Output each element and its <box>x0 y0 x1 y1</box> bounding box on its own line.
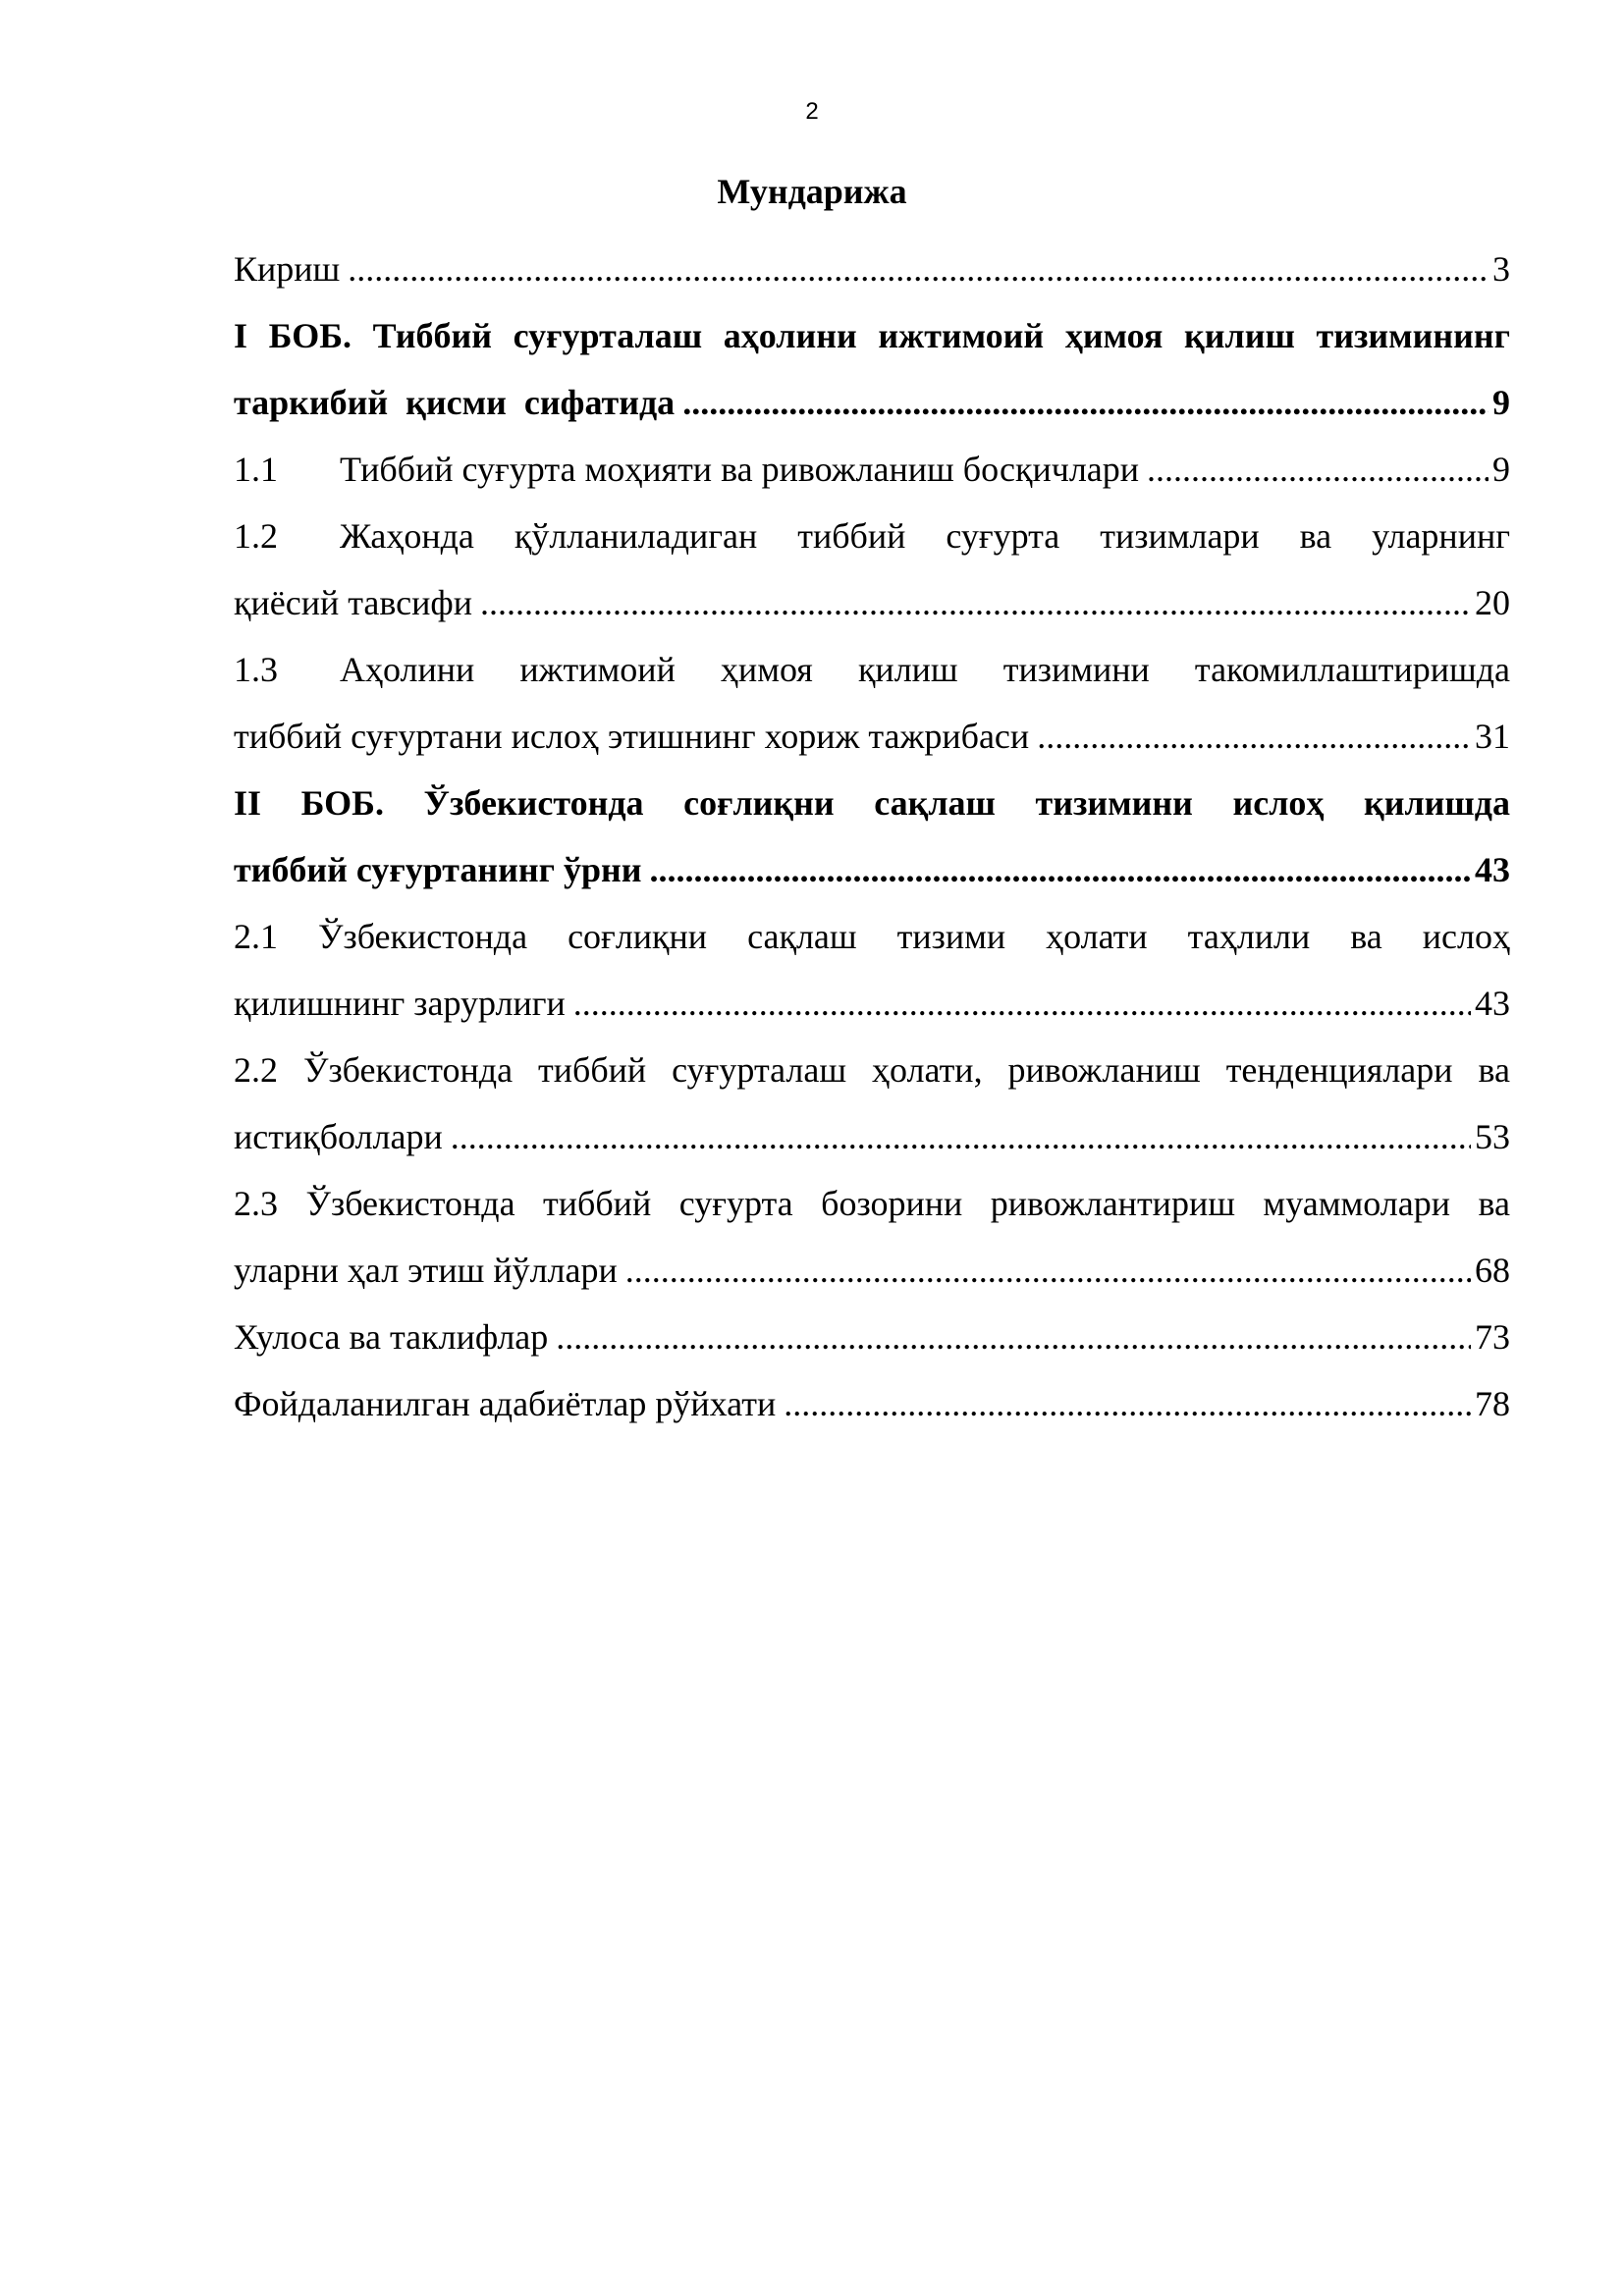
toc-entry-page: 31 <box>1475 717 1510 756</box>
toc-entry-page: 43 <box>1475 850 1510 889</box>
toc-entry-page: 68 <box>1475 1251 1510 1290</box>
toc-entry-title: қиёсий тавсифи <box>234 583 473 622</box>
toc-entry-page: 43 <box>1475 984 1510 1023</box>
toc-entry-title: уларни ҳал этиш йўллари <box>234 1251 618 1290</box>
toc-entry-number: 1.3 <box>234 650 278 689</box>
table-of-contents <box>234 236 1510 1437</box>
toc-entry-title: Жаҳонда қўлланиладиган тиббий суғурта тизимлари ва уларнинг <box>340 516 1510 556</box>
toc-entry-page: 9 <box>1492 383 1510 422</box>
toc-entry-page: 20 <box>1475 583 1510 622</box>
toc-entry-title: истиқболлари <box>234 1117 443 1156</box>
dot-leader <box>1029 703 1471 770</box>
toc-entry-title: тиббий суғуртанинг ўрни <box>234 850 642 889</box>
toc-entry-title: Аҳолини ижтимоий ҳимоя қилиш тизимини такомиллаштиришда <box>340 650 1510 689</box>
toc-title: Мундарижа <box>717 172 907 211</box>
toc-entry-page: 3 <box>1492 249 1510 289</box>
toc-chapter-1-title-line[interactable]: I БОБ. Тиббий суғурталаш аҳолини ижтимоий ҳимоя қилиш тизимининг <box>234 316 1510 355</box>
toc-entry-1-2-end[interactable] <box>234 569 1510 636</box>
toc-entry-references[interactable] <box>234 1370 1510 1437</box>
toc-entry-page: 9 <box>1492 450 1510 489</box>
toc-entry-title: Хулоса ва таклифлар <box>234 1317 549 1357</box>
dot-leader <box>472 569 1471 636</box>
dot-leader <box>642 836 1471 903</box>
toc-entry-page: 78 <box>1475 1384 1510 1423</box>
toc-entry-2-2-line[interactable]: 2.2 Ўзбекистонда тиббий суғурталаш ҳолати, ривожланиш тенденциялари ва <box>234 1050 1510 1090</box>
toc-entry-conclusions[interactable] <box>234 1304 1510 1370</box>
toc-entry-2-1-line[interactable]: 2.1 Ўзбекистонда соғлиқни сақлаш тизими ҳолати таҳлили ва ислоҳ <box>234 917 1510 956</box>
toc-entry-title: Кириш <box>234 249 341 289</box>
toc-entry-introduction[interactable] <box>234 236 1510 302</box>
toc-entry-number: 1.1 <box>234 450 278 489</box>
dot-leader <box>618 1237 1471 1304</box>
toc-entry-1-3-line[interactable] <box>234 636 1510 703</box>
toc-entry-page: 53 <box>1475 1117 1510 1156</box>
toc-chapter-2-title-end[interactable] <box>234 836 1510 903</box>
dot-leader <box>548 1304 1471 1370</box>
page-number: 2 <box>805 98 819 125</box>
toc-entry-number: 1.2 <box>234 516 278 556</box>
toc-entry-title: Фойдаланилган адабиётлар рўйхати <box>234 1384 777 1423</box>
dot-leader <box>340 236 1489 302</box>
toc-entry-1-3-end[interactable] <box>234 703 1510 770</box>
dot-leader <box>776 1370 1471 1437</box>
toc-entry-title: қилишнинг зарурлиги <box>234 984 566 1023</box>
toc-entry-1-2-line[interactable] <box>234 503 1510 569</box>
toc-entry-title: таркибий қисми сифатида <box>234 383 676 422</box>
toc-entry-page: 73 <box>1475 1317 1510 1357</box>
toc-entry-2-2-end[interactable] <box>234 1103 1510 1170</box>
toc-entry-2-3-line[interactable]: 2.3 Ўзбекистонда тиббий суғурта бозорини ривожлантириш муаммолари ва <box>234 1184 1510 1223</box>
dot-leader <box>443 1103 1471 1170</box>
toc-entry-2-3-end[interactable] <box>234 1237 1510 1304</box>
toc-chapter-2-title-line[interactable]: II БОБ. Ўзбекистонда соғлиқни сақлаш тизимини ислоҳ қилишда <box>234 783 1510 823</box>
dot-leader <box>675 369 1489 436</box>
toc-entry-1-1[interactable] <box>234 436 1510 503</box>
toc-chapter-1-title-end[interactable] <box>234 369 1510 436</box>
toc-entry-2-1-end[interactable] <box>234 970 1510 1037</box>
toc-entry-title: Тиббий суғурта моҳияти ва ривожланиш босқичлари <box>340 450 1140 489</box>
toc-entry-title: тиббий суғуртани ислоҳ этишнинг хориж тажрибаси <box>234 717 1030 756</box>
dot-leader <box>1139 436 1489 503</box>
dot-leader <box>566 970 1471 1037</box>
